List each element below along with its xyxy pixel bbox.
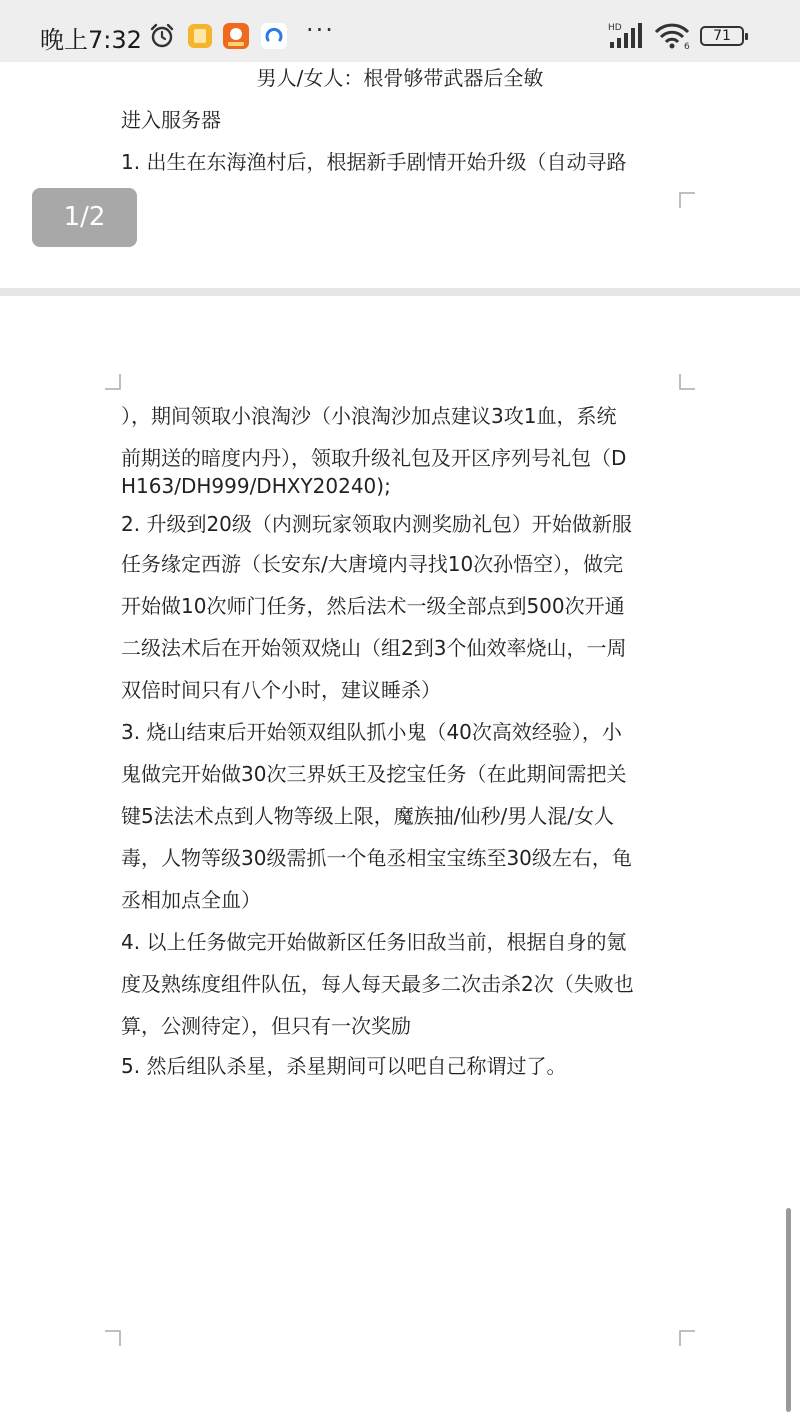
- page-indicator: 1/2: [32, 188, 137, 247]
- page2-line: 算，公测待定），但只有一次奖励: [121, 1014, 411, 1038]
- signal-icon: [608, 20, 648, 50]
- status-bar: [0, 0, 800, 62]
- status-time: 晚上7:32: [40, 26, 142, 54]
- page1-header-line: 男人/女人：根骨够带武器后全敏: [256, 66, 544, 90]
- notes-app-icon: [186, 22, 214, 50]
- document-page-2[interactable]: [0, 296, 800, 1422]
- page2-line: 毒，人物等级30级需抓一个龟丞相宝宝练至30级左右，龟: [121, 846, 632, 870]
- page-corner-mark: [679, 1330, 695, 1346]
- page2-line: 开始做10次师门任务，然后法术一级全部点到500次开通: [121, 594, 625, 618]
- wifi-icon: [654, 22, 694, 50]
- page2-line: ），期间领取小浪淘沙（小浪淘沙加点建议3攻1血，系统: [121, 404, 617, 428]
- page2-line: 双倍时间只有八个小时，建议睡杀）: [121, 678, 441, 702]
- wifi-sub: 6: [684, 42, 690, 50]
- page2-line: 2. 升级到20级（内测玩家领取内测奖励礼包）开始做新服: [121, 512, 632, 536]
- page2-line: 4. 以上任务做完开始做新区任务旧敌当前，根据自身的氪: [121, 930, 627, 954]
- document-page-1[interactable]: [0, 62, 800, 288]
- more-notifications: ···: [306, 16, 335, 44]
- page2-line: 5. 然后组队杀星，杀星期间可以吧自己称谓过了。: [121, 1054, 567, 1078]
- page1-line: 进入服务器: [121, 108, 221, 132]
- page2-line: 前期送的暗度内丹），领取升级礼包及开区序列号礼包（D: [121, 446, 627, 470]
- page2-line: 任务缘定西游（长安东/大唐境内寻找10次孙悟空），做完: [121, 552, 624, 576]
- page-corner-mark: [105, 374, 121, 390]
- page2-line: 度及熟练度组件队伍，每人每天最多二次击杀2次（失败也: [121, 972, 634, 996]
- page2-line: 3. 烧山结束后开始领双组队抓小鬼（40次高效经验），小: [121, 720, 622, 744]
- vertical-scrollbar[interactable]: [786, 1208, 791, 1412]
- browser-app-icon: [260, 22, 288, 50]
- page-corner-mark: [679, 192, 695, 208]
- game-app-icon: [222, 22, 250, 50]
- page-corner-mark: [105, 1330, 121, 1346]
- page2-line: 鬼做完开始做30次三界妖王及挖宝任务（在此期间需把关: [121, 762, 627, 786]
- page2-line: 丞相加点全血）: [121, 888, 261, 912]
- page2-line: H163/DH999/DHXY20240);: [121, 474, 391, 498]
- page-corner-mark: [679, 374, 695, 390]
- alarm-icon: [148, 22, 176, 50]
- page1-line: 1. 出生在东海渔村后，根据新手剧情开始升级（自动寻路: [121, 150, 627, 174]
- battery-level: 71: [713, 28, 731, 44]
- network-type: HD: [608, 23, 622, 33]
- battery-icon: [700, 26, 744, 46]
- page2-line: 二级法术后在开始领双烧山（组2到3个仙效率烧山，一周: [121, 636, 627, 660]
- page2-line: 键5法法术点到人物等级上限，魔族抽/仙秒/男人混/女人: [121, 804, 614, 828]
